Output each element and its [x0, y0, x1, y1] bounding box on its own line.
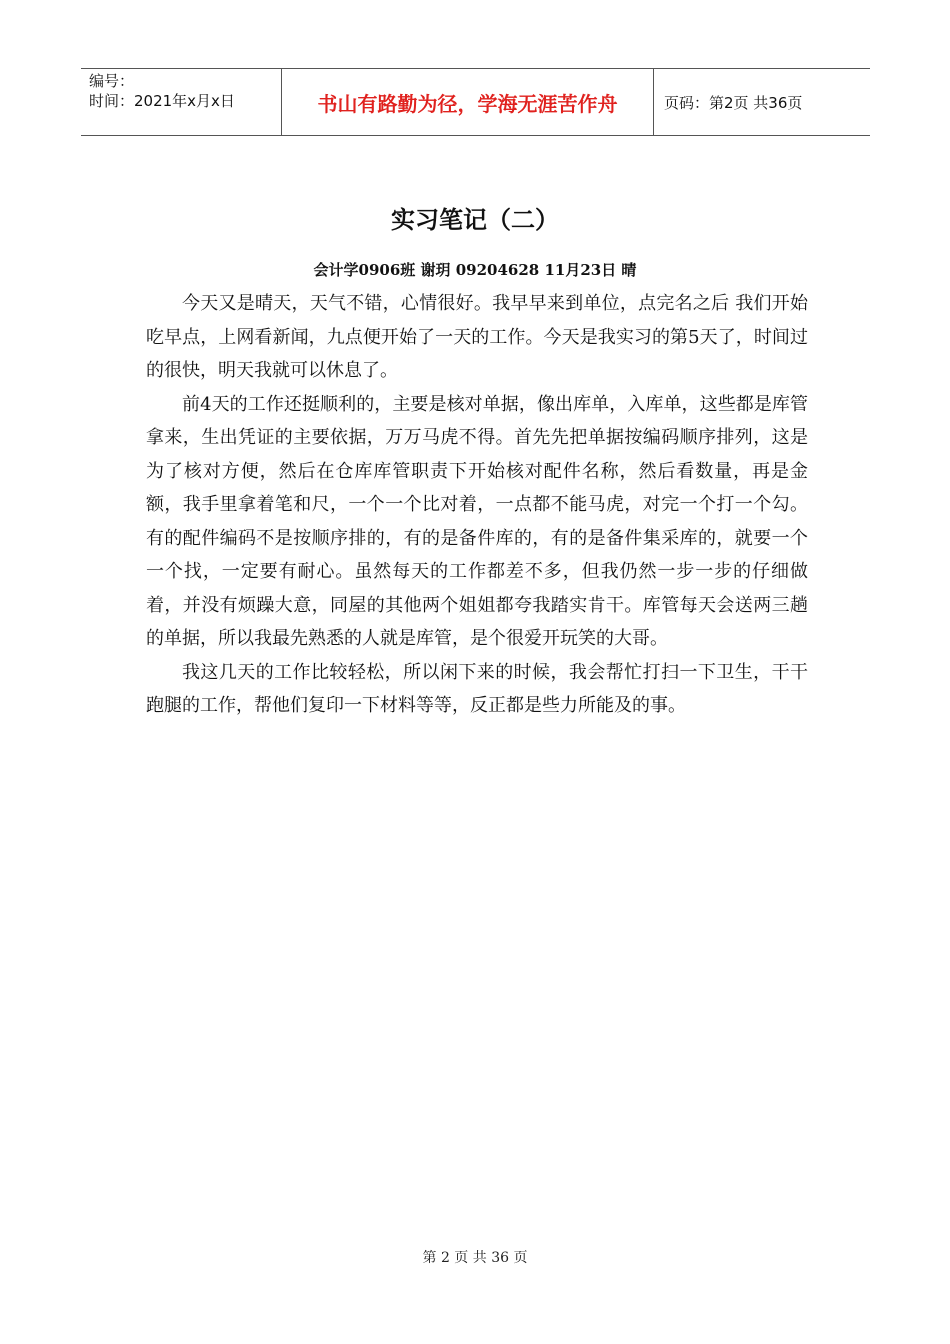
paragraph-2: 前4天的工作还挺顺利的，主要是核对单据，像出库单，入库单，这些都是库管拿来，生出凭证的主要依据，万万马虎不得。首先先把单据按编码顺序排列，这是为了核对方便，然后在仓库库管职责下开始核对配件名称，然后看数量，再是金额，我手里拿着笔和尺，一个一个比对着，一点都不能马虎，对完一个打一个勾。有的配件编码不是按顺序排的，有的是备件库的，有的是备件集采库的，就要一个一个找，一定要有耐心。虽然每天的工作都差不多，但我仍然一步一步的仔细做着，并没有烦躁大意，同屋的其他两个姐姐都夸我踏实肯干。库管每天会送两三趟的单据，所以我最先熟悉的人就是库管，是个很爱开玩笑的大哥。 — [146, 393, 808, 649]
page-footer: 第 2 页 共 36 页 — [422, 1250, 528, 1266]
header-motto: 书山有路勤为径，学海无涯苦作舟 — [281, 69, 654, 135]
document-byline: 会计学0906班 谢玥 09204628 11月23日 晴 — [313, 261, 637, 279]
document-body — [146, 287, 808, 723]
paragraph-1: 今天又是晴天，天气不错，心情很好。我早早来到单位，点完名之后 我们开始吃早点，上网看新闻，九点便开始了一天的工作。今天是我实习的第5天了，时间过的很快，明天我就可以休息了。 — [146, 293, 808, 381]
number-label: 编号： — [89, 72, 135, 90]
time-label: 时间：2021年x月x日 — [89, 92, 235, 110]
header-page-code: 页码：第2页 共36页 — [664, 93, 803, 112]
header-meta — [81, 69, 281, 135]
page-header — [81, 68, 870, 136]
paragraph-3: 我这几天的工作比较轻松，所以闲下来的时候，我会帮忙打扫一下卫生，干干跑腿的工作，帮他们复印一下材料等等，反正都是些力所能及的事。 — [146, 661, 808, 716]
document-title: 实习笔记（二） — [391, 206, 559, 234]
